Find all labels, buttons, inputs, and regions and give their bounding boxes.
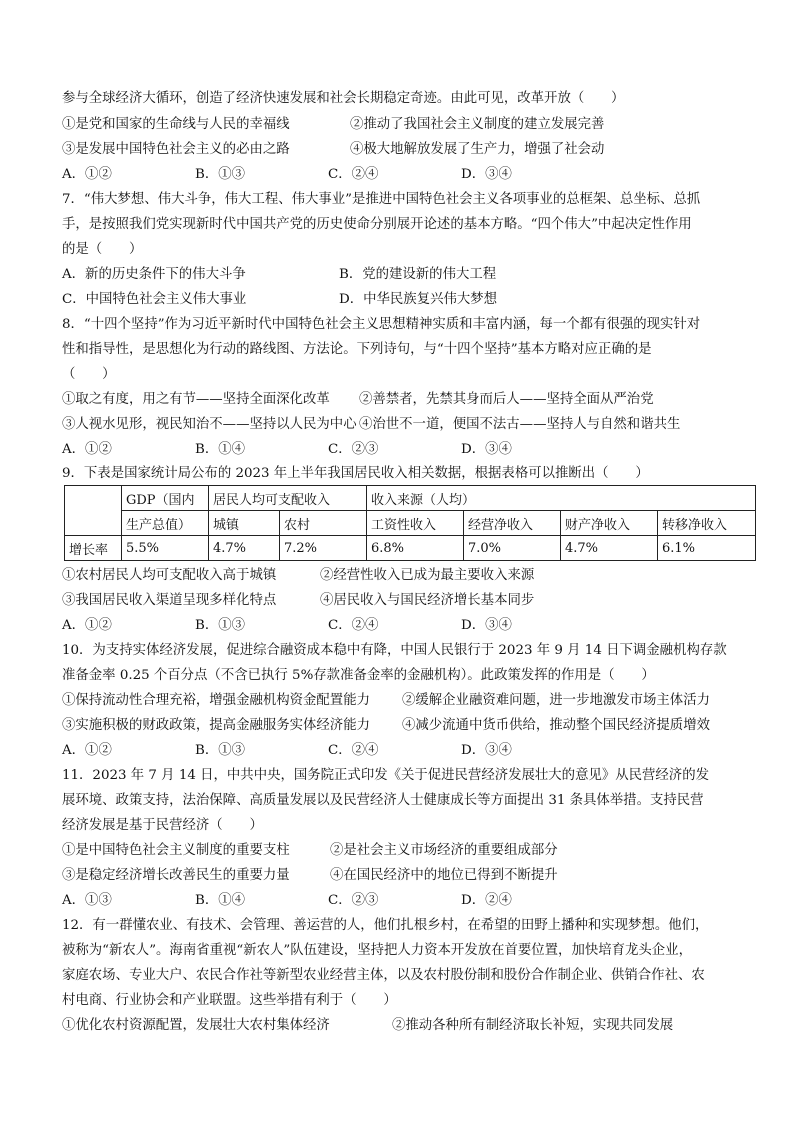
q10-answer-c: C．②④	[328, 743, 379, 758]
table-header-disposable-income: 居民人均可支配收入	[209, 486, 367, 511]
q8-answers	[62, 440, 742, 460]
q7-option-b: B．党的建设新的伟大工程	[339, 267, 497, 282]
q11-answer-a: A．①③	[62, 893, 112, 908]
table-corner-cell	[65, 486, 122, 536]
q11-stem-line-2: 展环境、政策支持，法治保障、高质量发展以及民营经济人士健康成长等方面提出 31 条具体举措。支持民营	[62, 793, 704, 808]
q6-answer-b: B．①③	[195, 167, 246, 182]
q10-option-3: ③实施积极的财政政策，提高金融服务实体经济能力	[62, 718, 370, 733]
q9-options-row-2	[62, 591, 534, 611]
table-row-label: 增长率	[65, 536, 122, 561]
q10-answer-d: D．③④	[461, 743, 512, 758]
q8-stem-line-1: 8．“十四个坚持”作为习近平新时代中国特色社会主义思想精神实质和丰富内涵，每一个都有很强的现实针对	[62, 317, 701, 332]
q11-stem-line-3: 经济发展是基于民营经济（ ）	[62, 818, 263, 833]
q8-options-row-1	[62, 390, 654, 410]
q6-option-3: ③是发展中国特色社会主义的必由之路	[62, 142, 290, 157]
table-cell-transfer: 6.1%	[658, 536, 756, 561]
q12-option-2: ②推动各种所有制经济取长补短，实现共同发展	[392, 1018, 674, 1033]
table-subheader-business: 经营净收入	[464, 511, 561, 536]
q12-option-1: ①优化农村资源配置，发展壮大农村集体经济	[62, 1018, 330, 1033]
q10-option-2: ②缓解企业融资难问题，进一步地激发市场主体活力	[402, 693, 710, 708]
q6-option-4: ④极大地解放发展了生产力，增强了社会动	[350, 142, 605, 157]
q8-option-1: ①取之有度，用之有节——坚持全面深化改革	[62, 392, 330, 407]
q6-answer-c: C．②④	[328, 167, 379, 182]
q9-option-2: ②经营性收入已成为最主要收入来源	[320, 568, 535, 583]
q9-stem: 9．下表是国家统计局公布的 2023 年上半年我国居民收入相关数据，根据表格可以推断出（ ）	[62, 466, 649, 481]
q12-options-row-1	[62, 1016, 673, 1036]
q6-answer-d: D．③④	[461, 167, 512, 182]
q8-option-4: ④治世不一道，便国不法古——坚持人与自然和谐共生	[359, 417, 681, 432]
q11-answers	[62, 891, 742, 911]
q9-option-4: ④居民收入与国民经济增长基本同步	[320, 593, 535, 608]
table-header-gdp-1: GDP（国内	[122, 486, 209, 511]
q6-stem: 参与全球经济大循环，创造了经济快速发展和社会长期稳定奇迹。由此可见，改革开放（ ）	[62, 91, 625, 106]
q10-options-row-1	[62, 691, 710, 711]
q7-option-c: C．中国特色社会主义伟大事业	[62, 292, 247, 307]
q10-answer-a: A．①②	[62, 743, 112, 758]
q7-option-d: D．中华民族复兴伟大梦想	[339, 292, 498, 307]
table-cell-wage: 6.8%	[367, 536, 464, 561]
q8-answer-a: A．①②	[62, 442, 112, 457]
q8-answer-c: C．②③	[328, 442, 379, 457]
table-cell-property: 4.7%	[561, 536, 658, 561]
q9-answers	[62, 616, 742, 636]
q9-option-1: ①农村居民人均可支配收入高于城镇	[62, 568, 277, 583]
q11-answer-c: C．②③	[328, 893, 379, 908]
table-subheader-urban: 城镇	[209, 511, 280, 536]
q9-answer-d: D．③④	[461, 618, 512, 633]
q8-options-row-2	[62, 415, 680, 435]
q7-options-row-1	[62, 265, 496, 285]
q6-answers	[62, 165, 742, 185]
q10-option-4: ④减少流通中货币供给，推动整个国民经济提质增效	[402, 718, 710, 733]
q7-stem-line-3: 的是（ ）	[62, 242, 143, 257]
q7-stem-line-1: 7．“伟大梦想、伟大斗争，伟大工程、伟大事业”是推进中国特色社会主义各项事业的总框架、总坐标、总抓	[62, 192, 701, 207]
q11-option-2: ②是社会主义市场经济的重要组成部分	[330, 843, 558, 858]
q7-stem-line-2: 手，是按照我们党实现新时代中国共产党的历史使命分别展开论述的基本方略。“四个伟大”中起决定性作用	[62, 217, 692, 232]
q12-stem-line-2: 被称为“新农人”。海南省重视“新农人”队伍建设，坚持把人力资本开发放在首要位置，加快培育龙头企业，	[62, 943, 692, 958]
table-header-row-1	[65, 486, 756, 511]
q8-option-2: ②善禁者，先禁其身而后人——坚持全面从严治党	[359, 392, 654, 407]
q12-stem-line-3: 家庭农场、专业大户、农民合作社等新型农业经营主体，以及农村股份制和股份合作制企业、供销合作社、农	[62, 968, 705, 983]
table-cell-urban: 4.7%	[209, 536, 280, 561]
q11-option-1: ①是中国特色社会主义制度的重要支柱	[62, 843, 290, 858]
q6-answer-a: A．①②	[62, 167, 112, 182]
q7-option-a: A．新的历史条件下的伟大斗争	[62, 267, 246, 282]
q11-stem-line-1: 11．2023 年 7 月 14 日，中共中央，国务院正式印发《关于促进民营经济发展壮大的意见》从民营经济的发	[62, 768, 709, 783]
q11-options-row-2	[62, 866, 558, 886]
q12-stem-line-1: 12．有一群懂农业、有技术、会管理、善运营的人，他们扎根乡村，在希望的田野上播种和实现梦想。他们，	[62, 918, 709, 933]
q6-option-1: ①是党和国家的生命线与人民的幸福线	[62, 117, 290, 132]
table-subheader-wage: 工资性收入	[367, 511, 464, 536]
q10-stem-line-1: 10．为支持实体经济发展，促进综合融资成本稳中有降，中国人民银行于 2023 年 9 月 14 日下调金融机构存款	[62, 643, 727, 658]
q11-answer-d: D．②④	[461, 893, 512, 908]
table-subheader-property: 财产净收入	[561, 511, 658, 536]
q10-option-1: ①保持流动性合理充裕，增强金融机构资金配置能力	[62, 693, 370, 708]
table-cell-business: 7.0%	[464, 536, 561, 561]
table-subheader-transfer: 转移净收入	[658, 511, 756, 536]
q9-answer-c: C．②④	[328, 618, 379, 633]
q8-stem-line-2: 性和指导性，是思想化为行动的路线图、方法论。下列诗句，与“十四个坚持”基本方略对应正确的是	[62, 342, 652, 357]
q6-options-row-1	[62, 115, 604, 135]
q9-option-3: ③我国居民收入渠道呈现多样化特点	[62, 593, 277, 608]
q8-answer-b: B．①④	[195, 442, 246, 457]
q11-option-3: ③是稳定经济增长改善民生的重要力量	[62, 868, 290, 883]
q10-options-row-2	[62, 716, 710, 736]
q11-options-row-1	[62, 841, 558, 861]
q6-option-2: ②推动了我国社会主义制度的建立发展完善	[350, 117, 605, 132]
q8-stem-line-3: （ ）	[62, 367, 116, 382]
q9-answer-a: A．①②	[62, 618, 112, 633]
q8-option-3: ③人视水见形，视民知治不——坚持以人民为中心	[62, 417, 357, 432]
q7-options-row-2	[62, 290, 497, 310]
table-cell-rural: 7.2%	[280, 536, 367, 561]
q8-answer-d: D．③④	[461, 442, 512, 457]
q10-answer-b: B．①③	[195, 743, 246, 758]
table-cell-gdp: 5.5%	[122, 536, 209, 561]
table-header-income-source: 收入来源（人均）	[367, 486, 756, 511]
table-subheader-rural: 农村	[280, 511, 367, 536]
q10-answers	[62, 741, 742, 761]
table-row	[65, 536, 756, 561]
table-header-gdp-2: 生产总值）	[122, 511, 209, 536]
q9-answer-b: B．①③	[195, 618, 246, 633]
q11-option-4: ④在国民经济中的地位已得到不断提升	[330, 868, 558, 883]
q6-options-row-2	[62, 140, 604, 160]
q10-stem-line-2: 准备金率 0.25 个百分点（不含已执行 5%存款准备金率的金融机构）。此政策发挥的作用是（ ）	[62, 668, 655, 683]
table-header-row-2	[65, 511, 756, 536]
income-data-table	[64, 485, 756, 561]
q12-stem-line-4: 村电商、行业协会和产业联盟。这些举措有利于（ ）	[62, 993, 397, 1008]
q11-answer-b: B．①④	[195, 893, 246, 908]
q9-options-row-1	[62, 566, 534, 586]
